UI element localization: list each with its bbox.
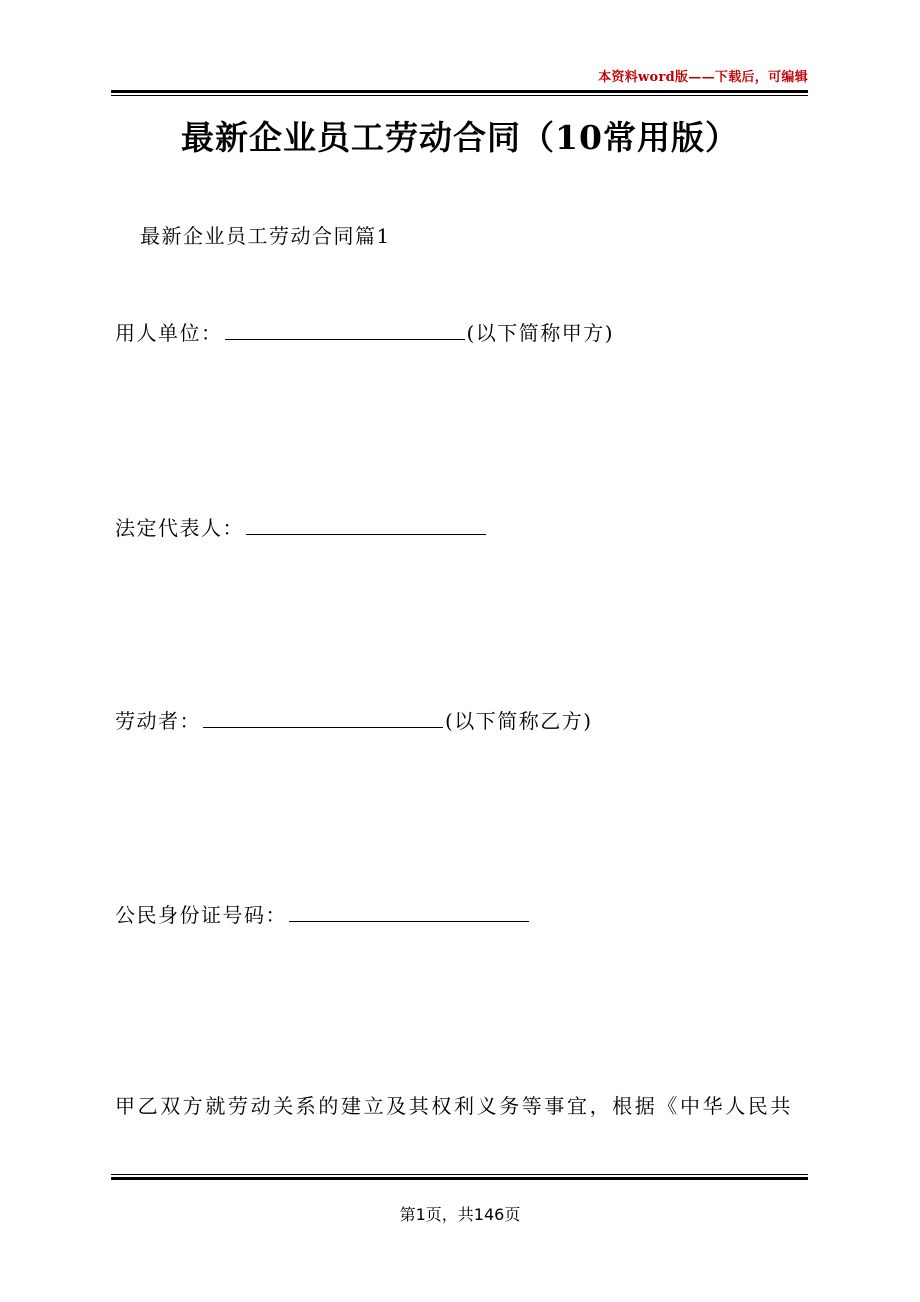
- section-heading: 最新企业员工劳动合同篇1: [140, 224, 391, 248]
- header-rule-thick: [111, 90, 808, 93]
- field-worker-label: 劳动者：: [115, 709, 201, 733]
- header-rule-thin: [111, 95, 808, 96]
- footer-rule-thick: [111, 1177, 808, 1180]
- field-employer-label: 用人单位：: [115, 321, 223, 345]
- footer-rule-thin: [111, 1174, 808, 1175]
- field-id-number: [115, 899, 531, 928]
- field-legal-rep-label: 法定代表人：: [115, 516, 244, 540]
- field-id-number-blank[interactable]: [289, 901, 529, 922]
- field-legal-rep-blank[interactable]: [246, 514, 486, 535]
- field-employer-suffix: (以下简称甲方): [466, 321, 615, 345]
- field-worker-blank[interactable]: [203, 707, 443, 728]
- body-paragraph: 甲乙双方就劳动关系的建立及其权利义务等事宜，根据《中华人民共: [115, 1094, 793, 1118]
- field-employer-blank[interactable]: [225, 319, 465, 340]
- field-id-number-label: 公民身份证号码：: [115, 903, 287, 927]
- page-number: 第1页，共146页: [399, 1205, 521, 1224]
- field-worker: [115, 705, 593, 734]
- field-legal-rep: [115, 512, 488, 541]
- header-note: 本资料word版——下载后，可编辑: [598, 70, 808, 85]
- field-worker-suffix: (以下简称乙方): [445, 709, 593, 733]
- field-employer: [115, 317, 614, 346]
- document-title: 最新企业员工劳动合同（10常用版）: [181, 118, 739, 157]
